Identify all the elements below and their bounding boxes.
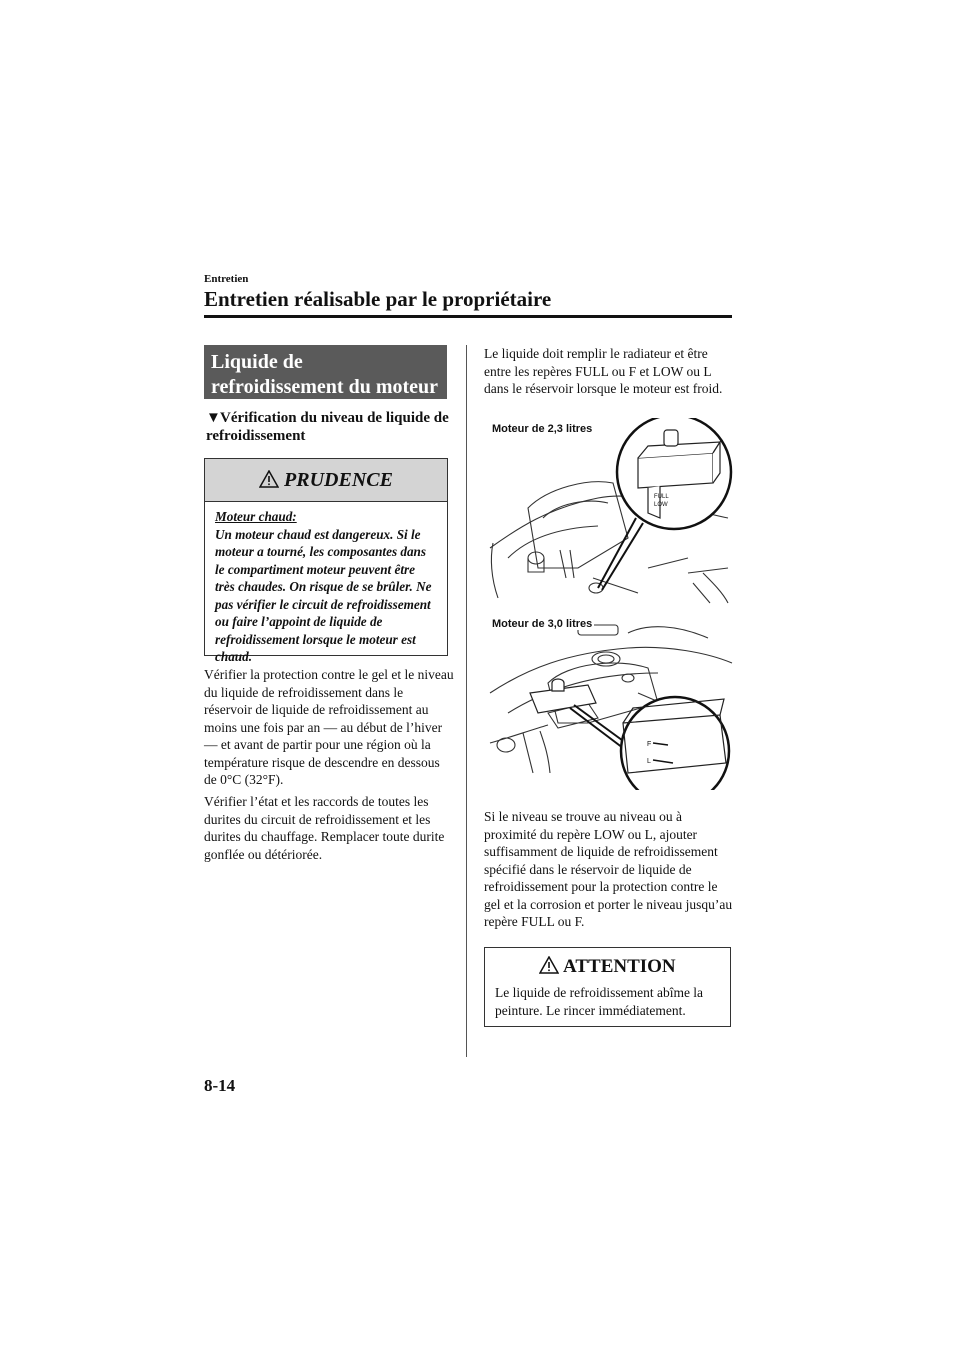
caution-header xyxy=(485,956,730,978)
subheading xyxy=(206,409,456,445)
paragraph-level-marks: Le liquide doit remplir le radiateur et être entre les repères FULL ou F et LOW ou L dans le réservoir lorsque le moteur est froid. xyxy=(484,346,723,396)
engine-illustration-3-0l xyxy=(488,613,734,790)
full-mark: FULL xyxy=(654,494,669,500)
paragraph-frost-check: Vérifier la protection contre le gel et le niveau du liquide de refroidissement dans le réservoir de liquide de refroidissement au moins une fois par an — au début de l’hiver — et avant de partir pour une région où la température risque de descendre en dessous de 0°C (32°F). xyxy=(204,667,454,787)
triangle-marker-icon: ▼ xyxy=(206,410,221,426)
low-mark: LOW xyxy=(654,502,668,508)
topic-title: Liquide de refroidissement du moteur xyxy=(204,345,447,399)
warning-triangle-icon xyxy=(539,956,559,974)
l-mark: L xyxy=(647,758,651,765)
warning-body xyxy=(205,502,447,672)
subheading-text: Vérification du niveau de liquide de refroidissement xyxy=(206,410,449,444)
figure-label-2-3l: Moteur de 2,3 litres xyxy=(492,423,593,435)
f-mark: F xyxy=(647,741,652,748)
page-title: Entretien réalisable par le propriétaire xyxy=(204,287,552,311)
warning-label: PRUDENCE xyxy=(284,469,393,491)
caution-box xyxy=(484,947,731,1027)
warning-box xyxy=(204,458,448,664)
caution-text: Le liquide de refroidissement abîme la peinture. Le rincer immédiatement. xyxy=(495,985,704,1018)
paragraph-add-coolant: Si le niveau se trouve au niveau ou à proximité du repère LOW ou L, ajouter suffisamment de liquide de refroidissement spécifié dans le réservoir de liquide de refroidissement pour la protection contre le gel et la corrosion et porter le niveau jusqu’au repère FULL ou F. xyxy=(484,809,733,929)
section-label: Entretien xyxy=(204,273,249,285)
paragraph-hose-check: Vérifier l’état et les raccords de toutes les durites du circuit de refroidissement et les durites du chauffage. Remplacer toute durite gonflée ou détériorée. xyxy=(204,794,445,862)
warning-lead: Moteur chaud: xyxy=(215,509,297,524)
header-rule xyxy=(204,315,732,318)
figure-label-3-0l: Moteur de 3,0 litres xyxy=(492,618,593,630)
page-number: 8-14 xyxy=(204,1076,236,1095)
engine-illustration-2-3l xyxy=(488,418,734,610)
warning-triangle-icon xyxy=(259,470,279,488)
column-divider xyxy=(466,345,467,1057)
warning-header xyxy=(205,459,447,502)
caution-label: ATTENTION xyxy=(563,956,676,977)
warning-text: Un moteur chaud est dangereux. Si le moteur a tourné, les composantes dans le compartiment moteur peuvent être très chaudes. On risque de se brûler. Ne pas vérifier le circuit de refroidissement ou faire l’appoint de liquide de refroidissement lorsque le moteur est chaud. xyxy=(215,526,432,664)
